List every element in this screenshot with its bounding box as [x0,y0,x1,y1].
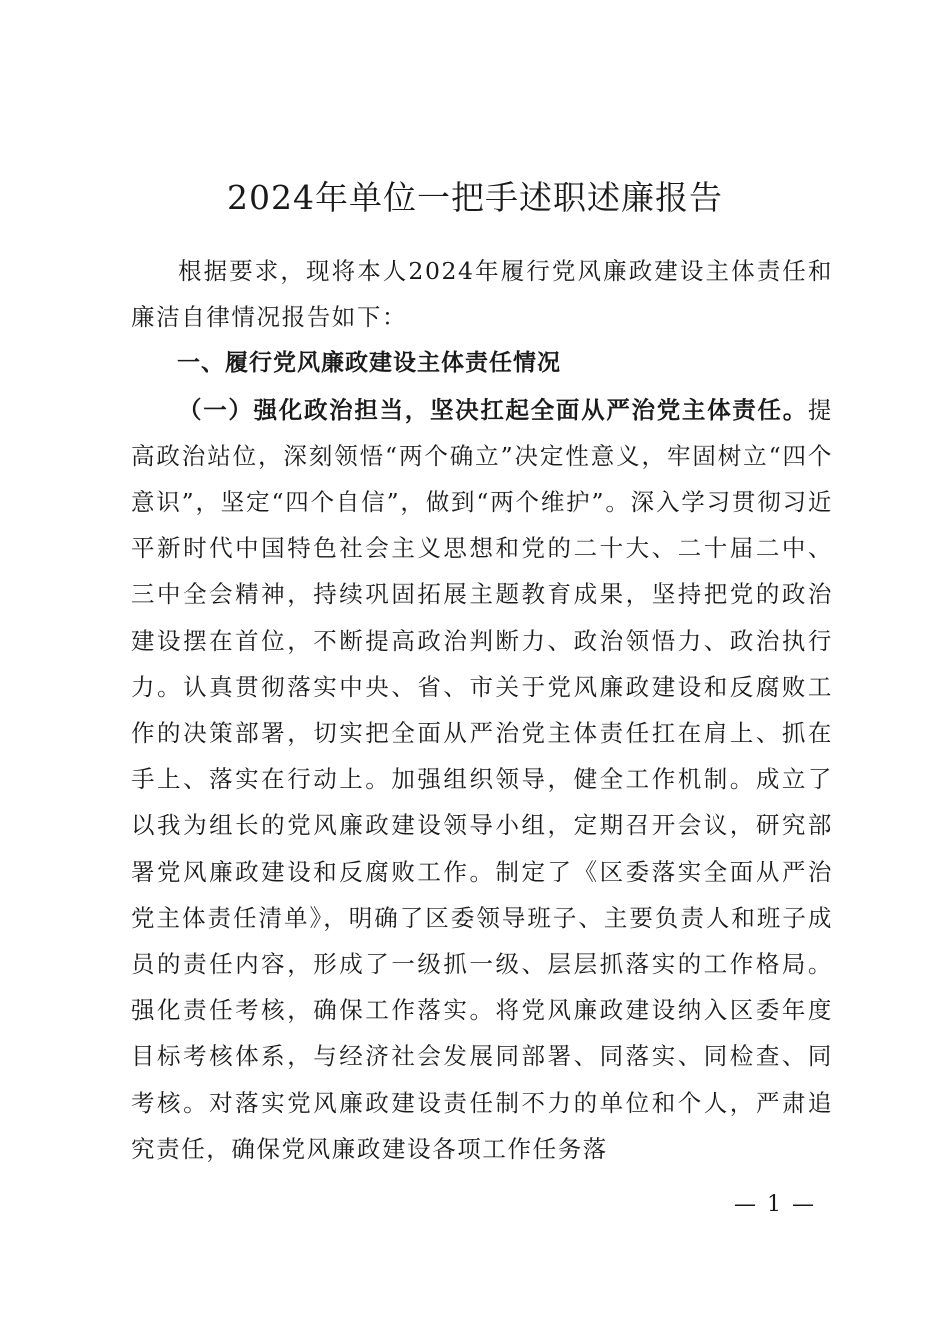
document-body [131,248,833,1172]
subsection-body: 提高政治站位，深刻领悟“两个确立”决定性意义，牢固树立“四个意识”，坚定“四个自信”，做到“两个维护”。深入学习贯彻习近平新时代中国特色社会主义思想和党的二十大、二十届二中、三中全会精神，持续巩固拓展主题教育成果，坚持把党的政治建设摆在首位，不断提高政治判断力、政治领悟力、政治执行力。认真贯彻落实中央、省、市关于党风廉政建设和反腐败工作的决策部署，切实把全面从严治党主体责任扛在肩上、抓在手上、落实在行动上。加强组织领导，健全工作机制。成立了以我为组长的党风廉政建设领导小组，定期召开会议，研究部署党风廉政建设和反腐败工作。制定了《区委落实全面从严治党主体责任清单》，明确了区委领导班子、主要负责人和班子成员的责任内容，形成了一级抓一级、层层抓落实的工作格局。强化责任考核，确保工作落实。将党风廉政建设纳入区委年度目标考核体系，与经济社会发展同部署、同落实、同检查、同考核。对落实党风廉政建设责任制不力的单位和个人，严肃追究责任，确保党风廉政建设各项工作任务落 [131,395,833,1163]
section-heading: 一、履行党风廉政建设主体责任情况 [177,350,561,377]
document-title: 2024年单位一把手述职述廉报告 [227,178,723,217]
page-number: — 1 — [734,1192,816,1217]
intro-paragraph: 根据要求，现将本人2024年履行党风廉政建设主体责任和廉洁自律情况报告如下： [131,257,833,332]
subsection-paragraph [131,387,833,1172]
subsection-heading: （一）强化政治担当，坚决扛起全面从严治党主体责任。 [178,395,808,424]
